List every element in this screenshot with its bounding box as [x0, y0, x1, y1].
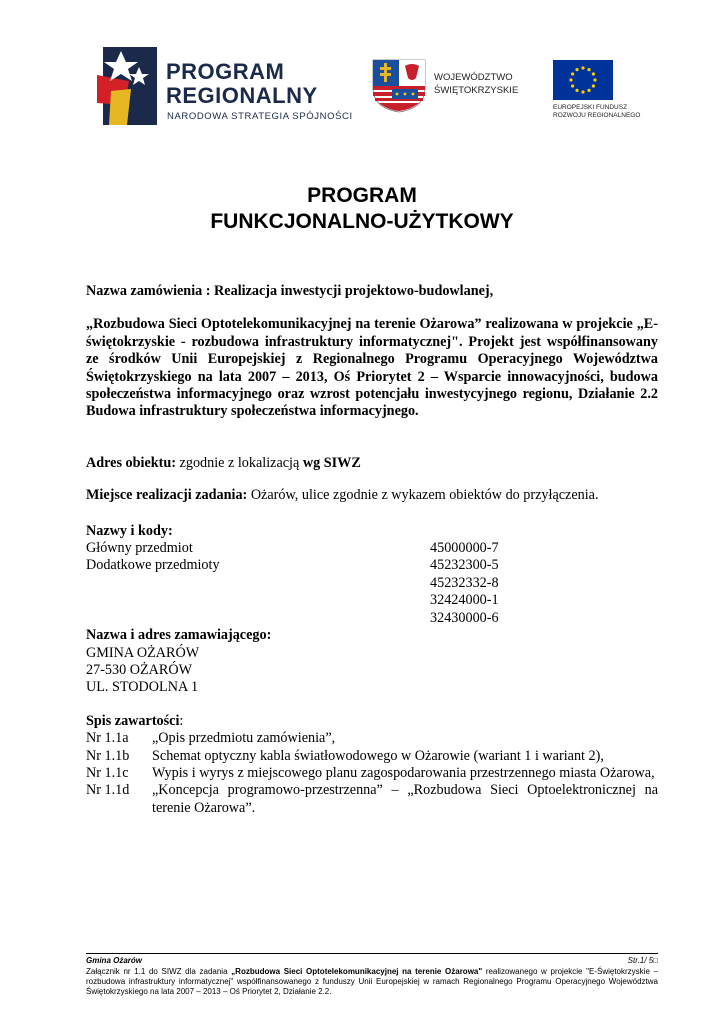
wojewodztwo-logo-line2: ŚWIĘTOKRZYSKIE [434, 85, 519, 96]
toc-item-text: „Opis przedmiotu zamówienia”, [152, 730, 336, 747]
object-address-text: zgodnie z lokalizacją [176, 454, 303, 471]
page-footer [86, 953, 658, 997]
toc-item-number: Nr 1.1a [86, 730, 129, 747]
toc-item-number: Nr 1.1c [86, 764, 129, 781]
footer-divider [86, 953, 658, 954]
buyer-info [86, 627, 658, 697]
object-address-ref: wg SIWZ [302, 454, 361, 471]
cpv-main-code: 45000000-7 [430, 540, 499, 557]
footer-municipality: Gmina Ożarów [86, 956, 143, 965]
realization-place-text: Ożarów, ulice zgodnie z wykazem obiektów do przyłączenia. [247, 487, 599, 504]
program-regionalny-emblem-icon [97, 45, 159, 127]
wojewodztwo-logo-line1: WOJEWÓDZTWO [434, 72, 513, 83]
buyer-heading: Nazwa i adres zamawiającego: [86, 627, 272, 644]
program-regionalny-logo [97, 45, 362, 130]
footer-top-line [86, 956, 658, 966]
cpv-extra-row [86, 557, 658, 574]
toc-item [86, 765, 658, 782]
toc-heading-colon: : [179, 712, 184, 729]
order-name: Nazwa zamówienia : Realizacja inwestycji projektowo-budowlanej, [86, 283, 494, 299]
project-description: „Rozbudowa Sieci Optotelekomunikacyjnej na terenie Ożarowa” realizowana w projekcie „E-świętokrzyskie - rozbudowa infrastruktury informatycznej". Projekt jest współfinansowany ze środków Unii Europejskiej z Regionalnego Programu Operacyjnego Województwa Świętokrzyskiego na lata 2007 – 2013, Oś Priorytet 2 – Wsparcie innowacyjności, budowa społeczeństwa informacyjnego oraz wzrost potencjału inwestycyjnego regionu, Działanie 2.2 Budowa infrastruktury społeczeństwa informacyjnego. [86, 316, 658, 420]
cpv-extra-code: 45232332-8 [430, 574, 499, 591]
cpv-codes-heading: Nazwy i kody: [86, 522, 173, 539]
eu-logo-line2: ROZWOJU REGIONALNEGO [553, 112, 641, 119]
cpv-extra-label: Dodatkowe przedmioty [86, 557, 220, 574]
program-logo-line2: REGIONALNY [166, 83, 318, 108]
footer-note-title: „Rozbudowa Sieci Optotelekomunikacyjnej na terenie Ożarowa" [231, 967, 483, 976]
toc-item [86, 782, 658, 817]
cpv-extra-code: 45232300-5 [430, 557, 499, 574]
toc-heading-label: Spis zawartości [86, 712, 180, 729]
cpv-extra-row [86, 592, 658, 609]
object-address-label: Adres obiektu: [86, 454, 176, 471]
cpv-extra-row [86, 575, 658, 592]
eu-flag-icon [553, 60, 613, 100]
document-body [86, 283, 658, 817]
toc-item-text: Wypis i wyrys z miejscowego planu zagospodarowania przestrzennego miasta Ożarowa, [152, 764, 655, 781]
object-address [86, 455, 658, 472]
toc-item [86, 730, 658, 747]
toc-heading [86, 713, 658, 730]
cpv-main-label: Główny przedmiot [86, 540, 193, 557]
document-title-line1: PROGRAM [307, 184, 417, 207]
cpv-extra-code: 32430000-6 [430, 609, 499, 626]
realization-place [86, 487, 658, 504]
footer-note-start: Załącznik nr 1.1 do SIWZ dla zadania [86, 967, 232, 976]
toc-item-text: Schemat optyczny kabla światłowodowego w Ożarowie (wariant 1 i wariant 2), [152, 747, 604, 764]
program-logo-line3: NARODOWA STRATEGIA SPÓJNOŚCI [167, 111, 353, 122]
document-title-line2: FUNKCJONALNO-UŻYTKOWY [210, 210, 514, 233]
cpv-main-row [86, 540, 658, 557]
footer-page-number: Str.1/ 5□ [627, 956, 658, 965]
table-of-contents [86, 713, 658, 817]
cpv-extra-code: 32424000-1 [430, 592, 499, 609]
toc-item-number: Nr 1.1d [86, 782, 130, 799]
realization-place-label: Miejsce realizacji zadania: [86, 487, 248, 504]
buyer-line: 27-530 OŻARÓW [86, 661, 192, 678]
wojewodztwo-logo [370, 58, 530, 113]
cpv-extra-row [86, 610, 658, 627]
cpv-codes [86, 523, 658, 627]
eu-fund-logo [553, 60, 673, 122]
toc-item [86, 748, 658, 765]
buyer-line: GMINA OŻARÓW [86, 644, 200, 661]
swietokrzyskie-crest-icon [370, 58, 428, 113]
eu-logo-line1: EUROPEJSKI FUNDUSZ [553, 104, 628, 111]
toc-item-number: Nr 1.1b [86, 747, 130, 764]
program-logo-line1: PROGRAM [166, 59, 285, 84]
toc-item-text: „Koncepcja programowo-przestrzenna” – „Rozbudowa Sieci Optoelektronicznej na terenie Ożarowa”. [152, 782, 658, 816]
footer-note [86, 967, 658, 997]
buyer-line: UL. STODOLNA 1 [86, 679, 199, 696]
footer-note-end: realizowanego w projekcie "E-Świętokrzyskie – rozbudowa infrastruktury informatycznej" współfinansowanego z funduszy Unii Europejskiej w ramach Regionalnego Programu Operacyjnego Województwa Świętokrzyskiego na lata 2007 – 2013 – Oś Priorytet 2, Działanie 2.2. [86, 967, 658, 996]
